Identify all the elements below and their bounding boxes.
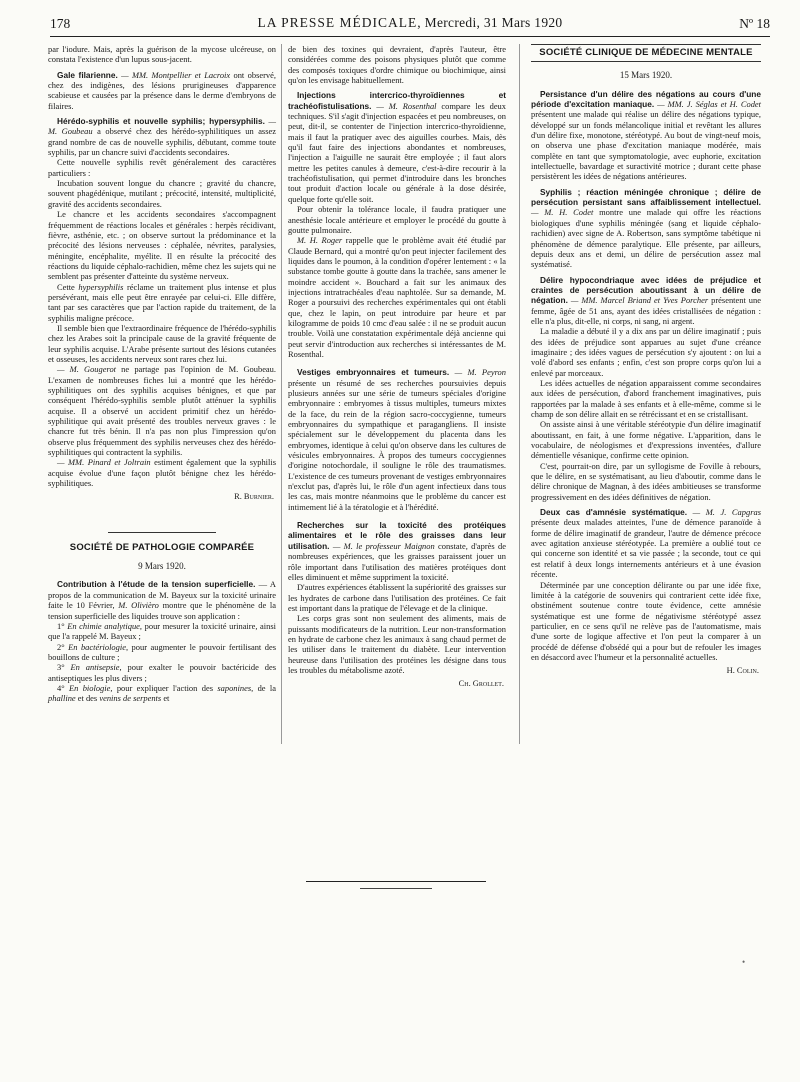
article-syphilis <box>531 187 761 270</box>
text-run: , pour exalter le pouvoir bactéricide des antiseptiques les plus divers ; <box>48 662 276 683</box>
text-emphasis: phalline <box>48 693 76 704</box>
text-run: 3° <box>57 662 71 673</box>
article-gale <box>48 70 276 111</box>
text-run: et des <box>75 693 100 704</box>
article-text: estiment également que la syphilis acquise évolue d'une façon plutôt bénigne chez les hérédo-syphilitiques. <box>48 457 276 489</box>
text-emphasis: En bactériologie <box>68 641 126 652</box>
journal-title <box>50 15 770 31</box>
article-author: — M. le professeur Maignon <box>329 540 435 551</box>
text-emphasis: venins de serpents <box>99 693 162 704</box>
paragraph: Il semble bien que l'extraordinaire fréquence de l'hérédo-syphilis chez les Arabes soit la principale cause de la gravité fréquente de leur syphilis acquise. L'Arabe présente surtout des lésions cutanées et osseuses, les accidents nerveux sont rares chez lui. <box>48 322 276 364</box>
list-item <box>48 662 276 683</box>
article-amnesie <box>531 507 761 579</box>
paragraph <box>48 457 276 488</box>
text-run: , pour expliquer l'action des <box>110 682 218 693</box>
article-text: présente un résumé de ses recherches poursuivies depuis plusieurs années sur une série de tumeurs spéciales d'origine embryonnaire : embryomes à tissus multiples, tumeurs mixtes de la face, du rein de la région sacro-coccygienne, tumeurs embryonnaires du sympathique et paragangliens. Il insiste spécialement sur le développement du placenta dans les embryomes, identique à celui qu'on observe dans les cultures de vésicules embryonnaires. À propos des tumeurs coccygiennes d'origine notochordale, il souligne le rôle des traumatismes. L'existence de ces tumeurs provenant de vestiges embryonnaires n'exclut pas, d'après lui, le rôle d'un agent infectieux dans tous les cas, mais montre néanmoins que le problème du cancer est intimement lié à la tératologie et à l'hérédité. <box>288 377 506 512</box>
society-heading: SOCIÉTÉ DE PATHOLOGIE COMPARÉE <box>69 541 255 553</box>
paragraph: C'est, pourrait-on dire, par un syllogisme de Foville à rebours, que le délire, en se systématisant, au lieu d'aboutir, comme dans le délire chronique de Magnan, à des idées ambitieuses se transforme progressivement en des idées définitives de négation. <box>531 460 761 502</box>
article-vestiges <box>288 367 506 512</box>
paragraph: par l'iodure. Mais, après la guérison de la mycose ulcéreuse, on constata l'existence d'un lupus sous-jacent. <box>48 44 276 65</box>
article-title: Deux cas d'amnésie systématique. <box>540 507 688 518</box>
article-negations <box>531 89 761 182</box>
article-author: M. H. Roger <box>297 235 343 246</box>
article-proteiques <box>288 520 506 582</box>
article-author: — MM. J. Séglas et H. Codet <box>654 99 762 110</box>
article-title: Persistance d'un délire des négations au cours d'une période d'excitation maniaque. <box>531 88 761 110</box>
list-item <box>48 642 276 663</box>
article-author: — MM. Marcel Briand et Yves Porcher <box>567 295 709 306</box>
text-run: , pour mesurer la toxicité urinaire, ainsi que l'a rappelé M. Bayeux ; <box>48 620 276 642</box>
article-tension <box>48 579 276 620</box>
text-run: 1° <box>57 620 68 631</box>
column-divider <box>281 44 282 744</box>
society-heading: SOCIÉTÉ CLINIQUE DE MÉDECINE MENTALE <box>531 44 761 62</box>
article-text: constate, d'après de nombreuses expériences, que les graisses paraissent jouer un rôle important dans l'utilisation des matières protéiques dont elles diminuent et même suppriment la toxicité. <box>288 540 506 582</box>
signature: R. Burnier. <box>234 491 274 502</box>
article-title: Vestiges embryonnaires et tumeurs. <box>297 367 450 378</box>
article-author: — M. Goubeau <box>48 116 276 137</box>
text-emphasis: En biologie <box>68 682 111 693</box>
paragraph: Déterminée par une conception délirante ou par une idée fixe, limitée à la catégorie de souvenirs qui contrarient cette idée fixe, obstinément soutenue contre toute évidence, cette amnésie systématique est une forme de négativisme stéréotypé assez particulier, en ce sens qu'il ne relève pas de l'automatisme, mais d'une sorte de logique affective et l'on peut la comparer à un procédé de défense d'obsédé qui a pour but de refouler les images en désaccord avec l'humeur et la personnalité actuelles. <box>531 579 761 662</box>
text-run: Cette <box>57 281 79 292</box>
list-item <box>48 621 276 642</box>
issue-date: , Mercredi, 31 Mars 1920 <box>417 15 563 30</box>
article-author: — M. Rosenthal <box>371 100 437 111</box>
list-item <box>48 683 276 704</box>
page-number: 178 <box>50 16 71 31</box>
signature: Ch. Grollet. <box>458 678 504 689</box>
text-emphasis: saponines <box>217 682 252 693</box>
signature: H. Colin. <box>726 665 759 676</box>
article-injections <box>288 90 506 204</box>
paragraph: Le chancre et les accidents secondaires s'accompagnent fréquemment de réactions locales et générales : herpès récidivant, fièvre, asthénie, etc. ; on observe surtout la prédominance et la précocité des lésions nerveuses : céphalée, névrites, paralysies, méningite, encéphalite, myélite. Il en résulte la précocité des réactions du liquide céphalo-rachidien, même chez les sujets qui ne semblent pas présenter d'atteinte du système nerveux. <box>48 209 276 282</box>
end-rule <box>360 888 432 889</box>
article-title: Injections intercrico-thyroïdiennes et trachéofistulisations. <box>288 90 506 111</box>
paragraph: On assiste ainsi à une véritable stéréotypie d'un délire imaginatif aboutissant, en fait, à une forme négative. L'apparition, dans le vocabulaire, de néologismes et d'expressions inventées, d'allure démentielle vésanique, confirme cette opinion. <box>531 419 761 461</box>
article-author: — M. J. Capgras <box>687 507 761 518</box>
article-text: rappelle que le problème avait été étudié par Claude Bernard, qui a montré qu'on peut injecter facilement des liquides dans le poumon, à la condition d'opérer lentement : « la substance tombe goutte à goutte dans la trachée, sans amener le moindre accident ». Bouchard a fait sur les animaux des injections intratrachéales d'eau naphtolée. Sur sa demande, M. Roger a poursuivi des recherches expérimentales qui ont établi que, chez le lapin, on peut introduire par heure et par kilogramme de poids 10 cmc d'eau salée : il ne se produit aucun trouble. Voilà une constatation expérimentale déjà ancienne qui peut servir d'introduction aux recherches si intéressantes de M. Rosenthal. <box>288 235 506 359</box>
article-text: présentent une malade qui réalise un délire des négations typique, développé sur un fonds mélancolique initial et revêtant les allures d'un délire fixe, monotone, stéréotypé. Au bout de vingt-neuf mois, on observa une phase d'excitation maniaque modérée, mais complète en tant que symptomatologie, avec euphorie, excitation intellectuelle, bavardage et suractivité motrice ; durant cette phase persistèrent les idées de négations antérieures. <box>531 109 761 182</box>
article-author: — MM. Montpellier et Lacroix <box>117 69 231 80</box>
text-run: réclame un traitement plus intense et plus persévérant, mais elle peut être enrayée par celui-ci. Elle diffère, tant par ses caractères que par l'action rapide du traitement, de la syphilis maligne précoce. <box>48 281 276 323</box>
text-run: , de la <box>251 682 277 693</box>
end-rule <box>306 881 486 882</box>
column-1 <box>48 44 276 704</box>
paragraph: de bien des toxines qui devraient, d'après l'auteur, être considérées comme des poisons physiques plutôt que comme des composés toxiques d'ordre chimique ou biochimique, ainsi qu'on les envisage habituellement. <box>288 44 506 86</box>
article-text: ont observé, chez des indigènes, des lésions prurigineuses d'apparence scabieuse et causées par la présence dans le derme d'embryons de filaires. <box>48 69 276 111</box>
article-author: — M. Gougerot <box>57 364 117 375</box>
text-run: et <box>161 693 170 704</box>
text-run: 4° <box>57 682 69 693</box>
paragraph: Les corps gras sont non seulement des aliments, mais de puissants modificateurs de la nutrition. Leur non-transformation en hydrate de carbone chez les animaux à sang chaud permet de les utiliser dans le traitement du diabète. Leur intervention heureuse dans l'utilisation des protéines les désigne dans tous les troubles du métabolisme azoté. <box>288 613 506 675</box>
section-rule <box>108 532 216 533</box>
text-emphasis: hypersyphilis <box>78 281 124 292</box>
article-heredo-syphilis <box>48 116 276 157</box>
paragraph: Incubation souvent longue du chancre ; gravité du chancre, souvent phagédénique, mutilant ; précocité, intensité, multiplicité, gravité des accidents secondaires. <box>48 178 276 209</box>
article-title: Délire hypocondriaque avec idées de préjudice et craintes de persécution aboutissant à un délire de négation. <box>531 274 761 306</box>
paragraph <box>48 364 276 457</box>
article-author: — MM. Pinard et Joltrain <box>57 457 151 468</box>
journal-name: LA PRESSE MÉDICALE <box>257 15 418 30</box>
article-text: ne partage pas l'opinion de M. Goubeau. L'examen de nombreuses fiches lui a montré que les hérédo-syphilitiques ont des syphilis acquises bénignes, et que par conséquent l'hérédo-syphilis semble plutôt atténuer la syphilis acquise. Il a observé un accident primitif chez un hérédo-syphilitique qui avait présenté des troubles nerveux graves : le chancre fut très bénin. Il n'a pas non plus l'impression qu'on observe plus fréquemment des syphilis nerveuses chez des hérédo-syphilitiques qui contractent la syphilis. <box>48 364 277 458</box>
article-title: Contribution à l'étude de la tension superficielle. <box>57 579 256 590</box>
paragraph <box>48 282 276 323</box>
article-text: montre que le phénomène de la tension superficielle des liquides trouve son application : <box>48 600 276 621</box>
paragraph: Cette nouvelle syphilis revêt généralement des caractères particuliers : <box>48 157 276 178</box>
article-author: — M. H. Codet <box>531 207 594 218</box>
article-text: a observé chez des hérédo-syphilitiques un assez grand nombre de cas de nouvelle syphilis, débutant, comme toute syphilis, par un chancre suivi d'accidents secondaires. <box>48 126 276 158</box>
meeting-date: 15 Mars 1920. <box>619 70 673 81</box>
article-text: compare les deux techniques. S'il s'agit d'injection espacées et peu nombreuses, on peut, dit-il, se contenter de l'injection intercrico-thyroïdienne, mais il faut la pratiquer avec des aiguilles courbes. Mais, dès qu'il faut faire des injections abondantes et nombreuses, l'injection a l'aiguille ne saurait être employée ; il faut alors mettre les petites canules à demeure, c'est-à-dire recourir à la trachéofistulisation, qui permet d'introduire dans les bronches tout produit d'action locale ou générale à la dose désirée, quelque forte qu'elle soit. <box>288 100 506 204</box>
paragraph: Pour obtenir la tolérance locale, il faudra pratiquer une anesthésie locale antérieure et employer le procédé du goutte à goutte pulmonaire. <box>288 204 506 235</box>
article-title: Hérédo-syphilis et nouvelle syphilis; hypersyphilis. <box>57 116 265 127</box>
article-text: montre une malade qui offre les réactions biologiques d'une syphilis méningée (sang et liquide céphalo-rachidien) avec signe de A. Robertson, sans symptôme tabétique ni phénomène de démence paralytique. Elle présente, par ailleurs, depuis deux ans et demi, un délire de persécution assez mal systématisé. <box>531 207 761 270</box>
column-divider <box>519 44 520 744</box>
paragraph: La maladie a débuté il y a dix ans par un délire imaginatif ; puis des idées de préjudice sont apparues au sujet d'une créance imaginaire ; des idées vagues de persécution s'y ajoutent : on lui a volé d'abord ses enfants ; enfin, c'est son propre corps qu'on lui a enlevé par morceaux. <box>531 326 761 378</box>
article-text: présente deux malades atteintes, l'une de démence paranoïde à forme de délire imaginatif de grandeur, l'autre de démence précoce avec agitation anxieuse stéréotypée. La première a oublié tout ce qui concerne son identité et sa vie passée ; la seconde, tout ce qui est relatif à deux longs internements antérieurs et à une évasion récente. <box>531 517 761 580</box>
article-author: M. Olivièro <box>118 600 159 611</box>
text-emphasis: En antisepsie <box>70 662 120 673</box>
column-3 <box>531 44 761 676</box>
text-emphasis: En chimie analytique <box>67 620 140 631</box>
issue-number: Nº 18 <box>739 16 770 31</box>
article-text: — A propos de la communication de M. Bayeux sur la toxicité urinaire faite le 10 Février, <box>48 579 276 611</box>
article-title: Recherches sur la toxicité des protéiques alimentaires et le rôle des graisses dans leur utilisation. <box>288 520 506 551</box>
text-run: , pour augmenter le pouvoir fertilisant des bouillons de culture ; <box>48 641 276 662</box>
column-2 <box>288 44 506 689</box>
article-author: — M. Peyron <box>449 367 506 378</box>
text-run: 2° <box>57 641 69 652</box>
page-mark: • <box>742 957 746 967</box>
article-text: présentent une femme, âgée de 51 ans, ayant des idées cristallisées de négation : elle n'a plus, dit-elle, ni corps, ni sang, ni argent. <box>531 295 761 326</box>
article-title: Syphilis ; réaction méningée chronique ; délire de persécution persistant sans affaiblissement intellectuel. <box>531 186 761 208</box>
page-header <box>50 14 770 37</box>
paragraph: D'autres expériences établissent la supériorité des graisses sur les hydrates de carbone dans l'utilisation des protéines. Ce fait est important dans la pratique de l'élevage et de la clinique. <box>288 582 506 613</box>
article-title: Gale filarienne. <box>57 69 118 80</box>
paragraph <box>288 235 506 359</box>
meeting-date: 9 Mars 1920. <box>138 561 186 572</box>
article-hypocondriaque <box>531 275 761 327</box>
paragraph: Les idées actuelles de négation apparaissent comme secondaires aux idées de persécution, d'abord franchement imaginatives, puis rapportées par la malade à ses enfants et à elle-même, comme si le champ de son délire allait en se rétrécissant et en se cristallisant. <box>531 377 761 419</box>
